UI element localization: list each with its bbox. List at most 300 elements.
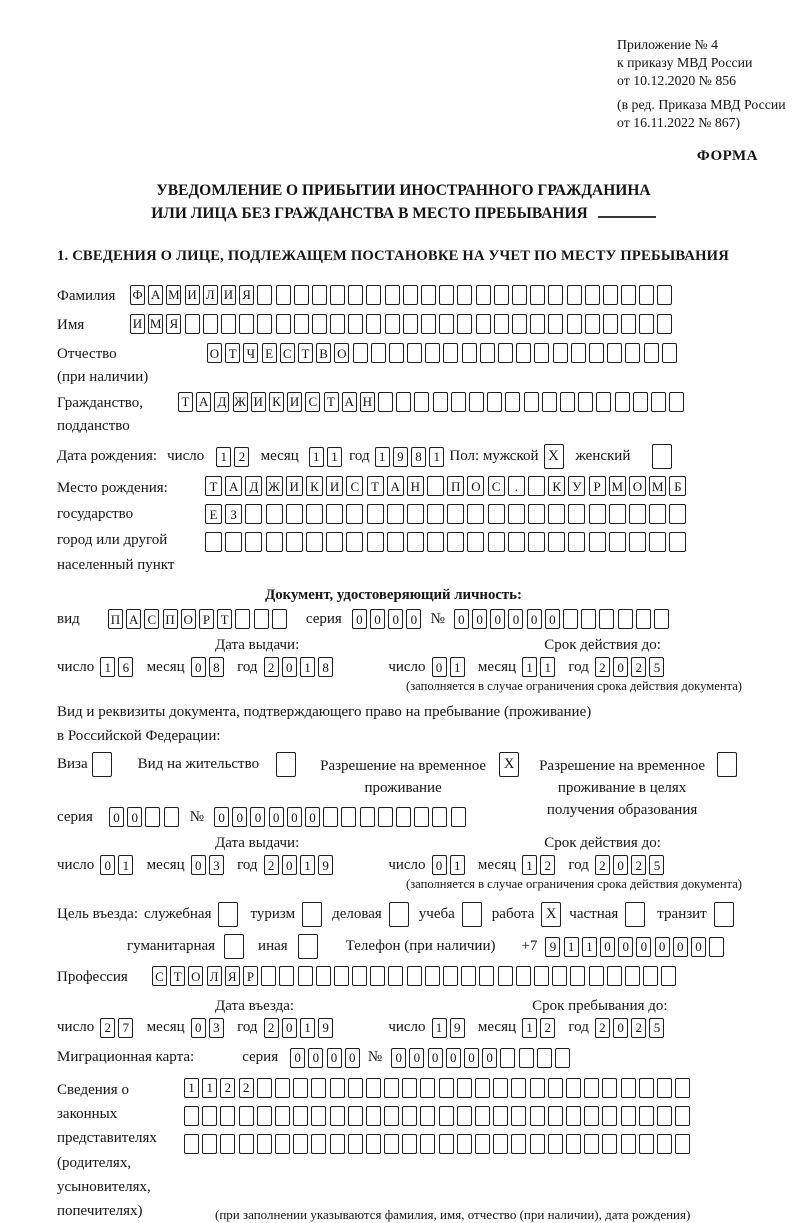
- char-box[interactable]: 0: [127, 807, 142, 827]
- char-box[interactable]: [615, 392, 630, 412]
- char-box[interactable]: 9: [545, 937, 560, 957]
- residence-valid-month-input[interactable]: [522, 855, 558, 875]
- char-box[interactable]: [462, 343, 477, 363]
- char-box[interactable]: [560, 392, 575, 412]
- char-box[interactable]: [649, 532, 666, 552]
- char-box[interactable]: [457, 1134, 472, 1154]
- char-box[interactable]: 0: [391, 1048, 406, 1068]
- char-box[interactable]: [585, 314, 600, 334]
- char-box[interactable]: [508, 532, 525, 552]
- char-box[interactable]: [548, 532, 565, 552]
- char-box[interactable]: [407, 343, 422, 363]
- char-box[interactable]: И: [130, 314, 145, 334]
- char-box[interactable]: [366, 314, 381, 334]
- char-box[interactable]: 0: [691, 937, 706, 957]
- char-box[interactable]: [621, 314, 636, 334]
- rvp-checkbox[interactable]: X: [499, 752, 519, 777]
- char-box[interactable]: [494, 314, 509, 334]
- char-box[interactable]: 0: [527, 609, 542, 629]
- char-box[interactable]: [643, 966, 658, 986]
- char-box[interactable]: [294, 285, 309, 305]
- char-box[interactable]: [330, 1106, 345, 1126]
- char-box[interactable]: Б: [669, 476, 686, 496]
- char-box[interactable]: [276, 314, 291, 334]
- char-box[interactable]: [312, 285, 327, 305]
- char-box[interactable]: Ж: [233, 392, 248, 412]
- char-box[interactable]: 1: [522, 657, 537, 677]
- char-box[interactable]: 0: [290, 1048, 305, 1068]
- char-box[interactable]: [516, 966, 531, 986]
- char-box[interactable]: [266, 504, 283, 524]
- purpose-tourism-checkbox[interactable]: [302, 902, 322, 927]
- char-box[interactable]: [511, 1134, 526, 1154]
- char-box[interactable]: [330, 285, 345, 305]
- char-box[interactable]: [164, 807, 179, 827]
- char-box[interactable]: 1: [432, 1018, 447, 1038]
- char-box[interactable]: Н: [360, 392, 375, 412]
- char-box[interactable]: 1: [540, 657, 555, 677]
- char-box[interactable]: Я: [166, 314, 181, 334]
- char-box[interactable]: [346, 532, 363, 552]
- char-box[interactable]: [589, 504, 606, 524]
- stay-year-input[interactable]: [595, 1018, 668, 1038]
- char-box[interactable]: [225, 532, 242, 552]
- citizenship-input[interactable]: [178, 392, 687, 412]
- char-box[interactable]: [639, 314, 654, 334]
- char-box[interactable]: [443, 343, 458, 363]
- phone-input[interactable]: [545, 937, 727, 957]
- char-box[interactable]: [479, 966, 494, 986]
- char-box[interactable]: [396, 392, 411, 412]
- char-box[interactable]: [205, 532, 222, 552]
- char-box[interactable]: 2: [631, 1018, 646, 1038]
- char-box[interactable]: [498, 343, 513, 363]
- char-box[interactable]: 0: [327, 1048, 342, 1068]
- char-box[interactable]: 2: [100, 1018, 115, 1038]
- char-box[interactable]: [341, 807, 356, 827]
- char-box[interactable]: С: [152, 966, 167, 986]
- char-box[interactable]: [420, 1106, 435, 1126]
- residence-issue-day-input[interactable]: [100, 855, 136, 875]
- char-box[interactable]: [709, 937, 724, 957]
- char-box[interactable]: [528, 504, 545, 524]
- char-box[interactable]: 2: [631, 657, 646, 677]
- char-box[interactable]: 0: [673, 937, 688, 957]
- char-box[interactable]: [493, 1106, 508, 1126]
- char-box[interactable]: 0: [388, 609, 403, 629]
- char-box[interactable]: 0: [370, 609, 385, 629]
- char-box[interactable]: [603, 285, 618, 305]
- char-box[interactable]: Д: [214, 392, 229, 412]
- char-box[interactable]: [476, 285, 491, 305]
- char-box[interactable]: И: [251, 392, 266, 412]
- char-box[interactable]: [563, 609, 578, 629]
- char-box[interactable]: [457, 1106, 472, 1126]
- char-box[interactable]: [662, 343, 677, 363]
- char-box[interactable]: [534, 966, 549, 986]
- char-box[interactable]: [402, 1134, 417, 1154]
- char-box[interactable]: [370, 966, 385, 986]
- char-box[interactable]: 0: [250, 807, 265, 827]
- char-box[interactable]: [387, 532, 404, 552]
- rvp-education-checkbox[interactable]: [717, 752, 737, 777]
- char-box[interactable]: [286, 532, 303, 552]
- char-box[interactable]: [621, 1078, 636, 1098]
- char-box[interactable]: 0: [191, 657, 206, 677]
- profession-input[interactable]: [152, 966, 679, 986]
- char-box[interactable]: Е: [262, 343, 277, 363]
- char-box[interactable]: [334, 966, 349, 986]
- char-box[interactable]: [421, 314, 436, 334]
- char-box[interactable]: [366, 1134, 381, 1154]
- char-box[interactable]: 0: [482, 1048, 497, 1068]
- char-box[interactable]: 2: [631, 855, 646, 875]
- char-box[interactable]: С: [280, 343, 295, 363]
- char-box[interactable]: [275, 1078, 290, 1098]
- char-box[interactable]: Ж: [266, 476, 283, 496]
- char-box[interactable]: А: [196, 392, 211, 412]
- char-box[interactable]: [407, 532, 424, 552]
- char-box[interactable]: [330, 314, 345, 334]
- doc-issue-month-input[interactable]: [191, 657, 227, 677]
- char-box[interactable]: 1: [327, 447, 342, 467]
- char-box[interactable]: [530, 1106, 545, 1126]
- char-box[interactable]: [548, 1134, 563, 1154]
- char-box[interactable]: [385, 285, 400, 305]
- char-box[interactable]: [621, 1106, 636, 1126]
- char-box[interactable]: 0: [454, 609, 469, 629]
- char-box[interactable]: [294, 314, 309, 334]
- char-box[interactable]: [584, 1106, 599, 1126]
- doc-valid-year-input[interactable]: [595, 657, 668, 677]
- char-box[interactable]: Р: [589, 476, 606, 496]
- char-box[interactable]: [425, 966, 440, 986]
- char-box[interactable]: 0: [191, 1018, 206, 1038]
- char-box[interactable]: [639, 1106, 654, 1126]
- char-box[interactable]: 0: [109, 807, 124, 827]
- char-box[interactable]: М: [649, 476, 666, 496]
- char-box[interactable]: [427, 532, 444, 552]
- residence-issue-year-input[interactable]: [264, 855, 337, 875]
- char-box[interactable]: 2: [264, 1018, 279, 1038]
- char-box[interactable]: 2: [264, 855, 279, 875]
- residence-issue-month-input[interactable]: [191, 855, 227, 875]
- char-box[interactable]: [447, 504, 464, 524]
- char-box[interactable]: [629, 532, 646, 552]
- char-box[interactable]: [516, 343, 531, 363]
- char-box[interactable]: [421, 285, 436, 305]
- char-box[interactable]: [439, 314, 454, 334]
- char-box[interactable]: [239, 1134, 254, 1154]
- char-box[interactable]: 8: [209, 657, 224, 677]
- char-box[interactable]: 2: [540, 1018, 555, 1038]
- char-box[interactable]: [348, 1106, 363, 1126]
- char-box[interactable]: [257, 1106, 272, 1126]
- char-box[interactable]: Ф: [130, 285, 145, 305]
- char-box[interactable]: Л: [203, 285, 218, 305]
- char-box[interactable]: [402, 1078, 417, 1098]
- char-box[interactable]: [609, 504, 626, 524]
- char-box[interactable]: 1: [450, 855, 465, 875]
- char-box[interactable]: [480, 343, 495, 363]
- char-box[interactable]: [388, 966, 403, 986]
- char-box[interactable]: [512, 285, 527, 305]
- char-box[interactable]: [555, 1048, 570, 1068]
- char-box[interactable]: [657, 285, 672, 305]
- char-box[interactable]: [651, 392, 666, 412]
- char-box[interactable]: [534, 343, 549, 363]
- char-box[interactable]: Т: [367, 476, 384, 496]
- char-box[interactable]: [145, 807, 160, 827]
- char-box[interactable]: [609, 532, 626, 552]
- char-box[interactable]: Н: [407, 476, 424, 496]
- doc-series-input[interactable]: [352, 609, 425, 629]
- char-box[interactable]: 0: [308, 1048, 323, 1068]
- char-box[interactable]: [220, 1106, 235, 1126]
- doc-issue-year-input[interactable]: [264, 657, 337, 677]
- char-box[interactable]: 2: [234, 447, 249, 467]
- char-box[interactable]: 1: [375, 447, 390, 467]
- char-box[interactable]: М: [166, 285, 181, 305]
- char-box[interactable]: [184, 1134, 199, 1154]
- char-box[interactable]: [607, 966, 622, 986]
- char-box[interactable]: [367, 504, 384, 524]
- char-box[interactable]: [414, 392, 429, 412]
- char-box[interactable]: [451, 392, 466, 412]
- char-box[interactable]: [420, 1134, 435, 1154]
- char-box[interactable]: [385, 314, 400, 334]
- char-box[interactable]: Д: [245, 476, 262, 496]
- char-box[interactable]: [407, 966, 422, 986]
- char-box[interactable]: К: [548, 476, 565, 496]
- entry-day-input[interactable]: [100, 1018, 136, 1038]
- char-box[interactable]: 0: [464, 1048, 479, 1068]
- char-box[interactable]: [387, 504, 404, 524]
- char-box[interactable]: Я: [239, 285, 254, 305]
- char-box[interactable]: 0: [305, 807, 320, 827]
- char-box[interactable]: [402, 1106, 417, 1126]
- char-box[interactable]: 0: [282, 657, 297, 677]
- char-box[interactable]: [675, 1106, 690, 1126]
- char-box[interactable]: 7: [118, 1018, 133, 1038]
- purpose-work-checkbox[interactable]: X: [541, 902, 561, 927]
- birth-place-line2-input[interactable]: [205, 504, 690, 524]
- char-box[interactable]: [548, 1078, 563, 1098]
- char-box[interactable]: [261, 966, 276, 986]
- char-box[interactable]: 1: [216, 447, 231, 467]
- char-box[interactable]: 1: [118, 855, 133, 875]
- char-box[interactable]: [511, 1078, 526, 1098]
- char-box[interactable]: [657, 1134, 672, 1154]
- char-box[interactable]: 8: [411, 447, 426, 467]
- purpose-study-checkbox[interactable]: [462, 902, 482, 927]
- char-box[interactable]: 1: [184, 1078, 199, 1098]
- char-box[interactable]: [306, 504, 323, 524]
- char-box[interactable]: И: [326, 476, 343, 496]
- char-box[interactable]: 0: [214, 807, 229, 827]
- doc-issue-day-input[interactable]: [100, 657, 136, 677]
- char-box[interactable]: Е: [205, 504, 222, 524]
- char-box[interactable]: .: [508, 476, 525, 496]
- char-box[interactable]: [629, 504, 646, 524]
- char-box[interactable]: 0: [446, 1048, 461, 1068]
- char-box[interactable]: О: [181, 609, 196, 629]
- char-box[interactable]: А: [148, 285, 163, 305]
- char-box[interactable]: [530, 1078, 545, 1098]
- char-box[interactable]: Т: [324, 392, 339, 412]
- residence-valid-day-input[interactable]: [432, 855, 468, 875]
- char-box[interactable]: 0: [618, 937, 633, 957]
- char-box[interactable]: 2: [540, 855, 555, 875]
- char-box[interactable]: [360, 807, 375, 827]
- char-box[interactable]: И: [185, 285, 200, 305]
- char-box[interactable]: М: [148, 314, 163, 334]
- char-box[interactable]: [330, 1078, 345, 1098]
- char-box[interactable]: 1: [582, 937, 597, 957]
- residence-permit-checkbox[interactable]: [276, 752, 296, 777]
- char-box[interactable]: 1: [450, 657, 465, 677]
- char-box[interactable]: [378, 807, 393, 827]
- char-box[interactable]: [657, 314, 672, 334]
- char-box[interactable]: Т: [170, 966, 185, 986]
- char-box[interactable]: [589, 966, 604, 986]
- char-box[interactable]: [567, 314, 582, 334]
- char-box[interactable]: Ч: [243, 343, 258, 363]
- residence-series-input[interactable]: [109, 807, 182, 827]
- char-box[interactable]: [657, 1078, 672, 1098]
- char-box[interactable]: И: [286, 476, 303, 496]
- char-box[interactable]: [239, 314, 254, 334]
- char-box[interactable]: [566, 1134, 581, 1154]
- char-box[interactable]: [439, 285, 454, 305]
- char-box[interactable]: 0: [100, 855, 115, 875]
- char-box[interactable]: 3: [209, 855, 224, 875]
- char-box[interactable]: П: [447, 476, 464, 496]
- char-box[interactable]: 0: [490, 609, 505, 629]
- char-box[interactable]: [639, 285, 654, 305]
- char-box[interactable]: [286, 504, 303, 524]
- char-box[interactable]: [202, 1134, 217, 1154]
- char-box[interactable]: 0: [191, 855, 206, 875]
- char-box[interactable]: [348, 285, 363, 305]
- char-box[interactable]: [469, 392, 484, 412]
- char-box[interactable]: [494, 285, 509, 305]
- char-box[interactable]: 3: [209, 1018, 224, 1038]
- char-box[interactable]: [353, 343, 368, 363]
- char-box[interactable]: [298, 966, 313, 986]
- char-box[interactable]: [570, 966, 585, 986]
- char-box[interactable]: [366, 1078, 381, 1098]
- char-box[interactable]: [185, 314, 200, 334]
- char-box[interactable]: [530, 314, 545, 334]
- char-box[interactable]: 1: [564, 937, 579, 957]
- char-box[interactable]: 0: [432, 657, 447, 677]
- sex-female-checkbox[interactable]: [652, 444, 672, 469]
- char-box[interactable]: [488, 504, 505, 524]
- char-box[interactable]: 0: [600, 937, 615, 957]
- char-box[interactable]: [578, 392, 593, 412]
- char-box[interactable]: [235, 609, 250, 629]
- char-box[interactable]: [272, 609, 287, 629]
- char-box[interactable]: 9: [450, 1018, 465, 1038]
- char-box[interactable]: П: [163, 609, 178, 629]
- purpose-humanitarian-checkbox[interactable]: [224, 934, 244, 959]
- char-box[interactable]: Т: [225, 343, 240, 363]
- char-box[interactable]: 0: [269, 807, 284, 827]
- birth-month-input[interactable]: [309, 447, 345, 467]
- char-box[interactable]: 1: [100, 657, 115, 677]
- char-box[interactable]: [512, 314, 527, 334]
- char-box[interactable]: [316, 966, 331, 986]
- char-box[interactable]: [552, 966, 567, 986]
- residence-valid-year-input[interactable]: [595, 855, 668, 875]
- char-box[interactable]: И: [221, 285, 236, 305]
- char-box[interactable]: О: [334, 343, 349, 363]
- char-box[interactable]: 0: [545, 609, 560, 629]
- char-box[interactable]: 0: [472, 609, 487, 629]
- char-box[interactable]: [537, 1048, 552, 1068]
- char-box[interactable]: 2: [595, 855, 610, 875]
- char-box[interactable]: З: [225, 504, 242, 524]
- char-box[interactable]: 2: [239, 1078, 254, 1098]
- char-box[interactable]: [475, 1106, 490, 1126]
- char-box[interactable]: 2: [220, 1078, 235, 1098]
- char-box[interactable]: 2: [595, 657, 610, 677]
- migration-number-input[interactable]: [391, 1048, 573, 1068]
- char-box[interactable]: А: [225, 476, 242, 496]
- char-box[interactable]: 0: [287, 807, 302, 827]
- doc-valid-month-input[interactable]: [522, 657, 558, 677]
- representatives-line2-input[interactable]: [184, 1106, 693, 1126]
- char-box[interactable]: 5: [649, 657, 664, 677]
- char-box[interactable]: [348, 1078, 363, 1098]
- char-box[interactable]: [403, 314, 418, 334]
- migration-series-input[interactable]: [290, 1048, 363, 1068]
- char-box[interactable]: [657, 1106, 672, 1126]
- char-box[interactable]: Р: [243, 966, 258, 986]
- char-box[interactable]: А: [342, 392, 357, 412]
- char-box[interactable]: [366, 285, 381, 305]
- stay-day-input[interactable]: [432, 1018, 468, 1038]
- char-box[interactable]: [330, 1134, 345, 1154]
- char-box[interactable]: [621, 285, 636, 305]
- char-box[interactable]: [221, 314, 236, 334]
- char-box[interactable]: [326, 532, 343, 552]
- char-box[interactable]: [432, 807, 447, 827]
- birth-place-line3-input[interactable]: [205, 532, 690, 552]
- char-box[interactable]: С: [305, 392, 320, 412]
- char-box[interactable]: [439, 1078, 454, 1098]
- purpose-private-checkbox[interactable]: [625, 902, 645, 927]
- char-box[interactable]: [407, 504, 424, 524]
- char-box[interactable]: [384, 1078, 399, 1098]
- char-box[interactable]: Я: [225, 966, 240, 986]
- char-box[interactable]: [311, 1134, 326, 1154]
- doc-valid-day-input[interactable]: [432, 657, 468, 677]
- char-box[interactable]: 1: [300, 1018, 315, 1038]
- char-box[interactable]: [384, 1134, 399, 1154]
- char-box[interactable]: 0: [508, 609, 523, 629]
- char-box[interactable]: [475, 1134, 490, 1154]
- char-box[interactable]: [275, 1106, 290, 1126]
- char-box[interactable]: [568, 532, 585, 552]
- char-box[interactable]: 1: [300, 657, 315, 677]
- char-box[interactable]: [427, 504, 444, 524]
- char-box[interactable]: П: [108, 609, 123, 629]
- char-box[interactable]: [384, 1106, 399, 1126]
- birth-place-line1-input[interactable]: [205, 476, 690, 496]
- char-box[interactable]: 8: [318, 657, 333, 677]
